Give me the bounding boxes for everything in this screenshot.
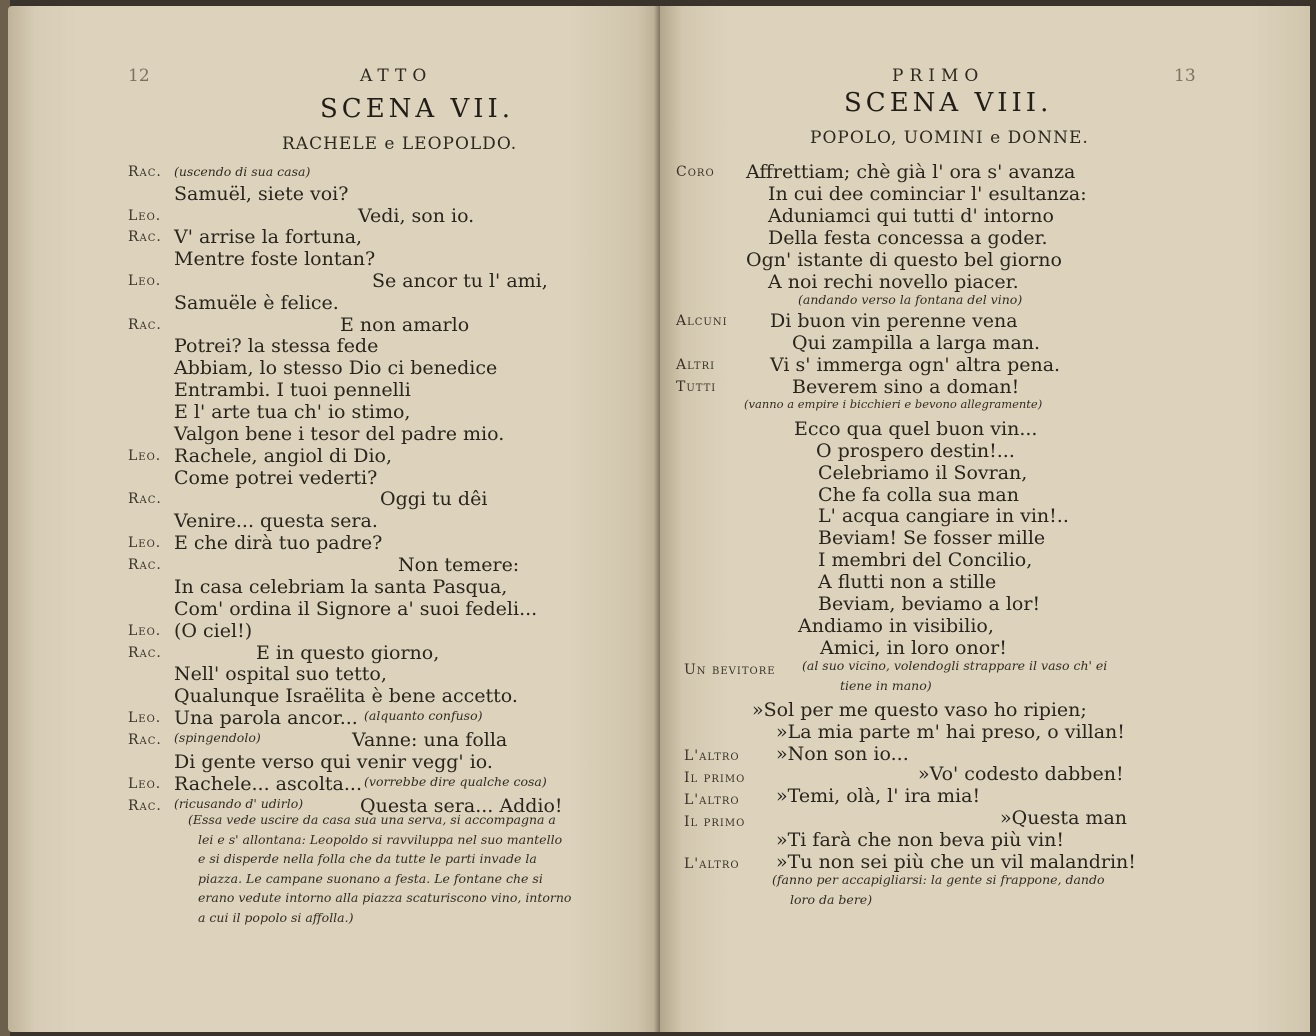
verse-line: Vanne: una folla bbox=[352, 729, 508, 751]
speaker: Rac. bbox=[128, 164, 162, 180]
speaker: Leo. bbox=[128, 273, 162, 289]
verse-line: Celebriamo il Sovran, bbox=[818, 462, 1028, 484]
verse-line: Beviam, beviamo a lor! bbox=[818, 593, 1041, 615]
verse-line: Una parola ancor... bbox=[174, 707, 358, 729]
speaker: Leo. bbox=[128, 208, 162, 224]
stage-direction: (ricusando d' udirlo) bbox=[174, 796, 304, 811]
verse-line: A flutti non a stille bbox=[818, 571, 997, 593]
verse-line: E che dirà tuo padre? bbox=[174, 532, 383, 554]
verse-line: »Temi, olà, l' ira mia! bbox=[776, 785, 981, 807]
verse-line: In casa celebriam la santa Pasqua, bbox=[174, 576, 508, 598]
speaker: Rac. bbox=[128, 557, 162, 573]
speaker: Rac. bbox=[128, 317, 162, 333]
speaker: L'altro bbox=[684, 748, 740, 764]
verse-line: Samuël, siete voi? bbox=[174, 183, 349, 205]
verse-line: Qui zampilla a larga man. bbox=[792, 332, 1041, 354]
verse-line: A noi rechi novello piacer. bbox=[768, 271, 1019, 293]
verse-line: E in questo giorno, bbox=[256, 642, 440, 664]
verse-line: Com' ordina il Signore a' suoi fedeli... bbox=[174, 598, 538, 620]
verse-line: Rachele... ascolta... bbox=[174, 773, 362, 795]
verse-line: In cui dee cominciar l' esultanza: bbox=[768, 183, 1087, 205]
verse-line: Vedi, son io. bbox=[358, 205, 475, 227]
left-scene-title: SCENA VII. bbox=[320, 94, 515, 124]
speaker: Altri bbox=[676, 357, 716, 373]
speaker: Rac. bbox=[128, 645, 162, 661]
verse-line: Amici, in loro onor! bbox=[820, 637, 1007, 659]
verse-line: Venire... questa sera. bbox=[174, 510, 378, 532]
stage-direction: (fanno per accapigliarsi: la gente si frappone, dando bbox=[772, 872, 1105, 887]
verse-line: I membri del Concilio, bbox=[818, 549, 1033, 571]
verse-line: Rachele, angiol di Dio, bbox=[174, 445, 393, 467]
speaker: Il primo bbox=[684, 770, 746, 786]
stage-direction: (spingendolo) bbox=[174, 730, 261, 745]
speaker: Tutti bbox=[676, 379, 717, 395]
speaker: Leo. bbox=[128, 623, 162, 639]
verse-line: Oggi tu dêi bbox=[380, 488, 488, 510]
verse-line: O prospero destin!... bbox=[816, 440, 1015, 462]
verse-line: Ecco qua quel buon vin... bbox=[794, 418, 1038, 440]
direction-line: a cui il popolo si affolla.) bbox=[198, 909, 354, 925]
verse-line: Abbiam, lo stesso Dio ci benedice bbox=[174, 357, 498, 379]
verse-line: Beviam! Se fosser mille bbox=[818, 527, 1046, 549]
verse-line: »Sol per me questo vaso ho ripien; bbox=[752, 699, 1087, 721]
right-characters: POPOLO, UOMINI e DONNE. bbox=[810, 128, 1089, 148]
speaker: L'altro bbox=[684, 792, 740, 808]
direction-line: (Essa vede uscire da casa sua una serva, si accompagna a bbox=[188, 812, 556, 827]
left-characters: RACHELE e LEOPOLDO. bbox=[282, 134, 518, 154]
verse-line: E non amarlo bbox=[340, 314, 470, 336]
stage-direction: (vanno a empire i bicchieri e bevono allegramente) bbox=[744, 397, 1043, 411]
right-page-number: 13 bbox=[1174, 66, 1196, 86]
verse-line: Che fa colla sua man bbox=[818, 484, 1019, 506]
speaker: Alcuni bbox=[676, 313, 728, 329]
verse-line: (O ciel!) bbox=[174, 620, 253, 642]
verse-line: Samuële è felice. bbox=[174, 292, 339, 314]
speaker: Coro bbox=[676, 164, 715, 180]
verse-line: V' arrise la fortuna, bbox=[174, 226, 363, 248]
stage-direction: (andando verso la fontana del vino) bbox=[798, 292, 1023, 307]
speaker: Il primo bbox=[684, 814, 746, 830]
speaker: L'altro bbox=[684, 856, 740, 872]
closing-stage-direction bbox=[188, 810, 571, 927]
verse-line: Mentre foste lontan? bbox=[174, 248, 376, 270]
speaker: Leo. bbox=[128, 776, 162, 792]
speaker: Leo. bbox=[128, 448, 162, 464]
verse-line: Di buon vin perenne vena bbox=[770, 310, 1018, 332]
verse-line: Vi s' immerga ogn' altra pena. bbox=[770, 354, 1061, 376]
verse-line: »Vo' codesto dabben! bbox=[918, 763, 1124, 785]
verse-line: Della festa concessa a goder. bbox=[768, 227, 1048, 249]
speaker: Leo. bbox=[128, 535, 162, 551]
verse-line: Aduniamci qui tutti d' intorno bbox=[768, 205, 1054, 227]
verse-line: Andiamo in visibilio, bbox=[798, 615, 994, 637]
verse-line: »Tu non sei più che un vil malandrin! bbox=[776, 851, 1136, 873]
stage-direction: loro da bere) bbox=[790, 892, 873, 907]
stage-direction: (al suo vicino, volendogli strappare il vaso ch' ei bbox=[802, 658, 1108, 673]
verse-line: Qualunque Israëlita è bene accetto. bbox=[174, 685, 518, 707]
left-page bbox=[8, 6, 660, 1032]
direction-line: lei e s' allontana: Leopoldo si ravviluppa nel suo mantello bbox=[198, 831, 563, 847]
speaker: Rac. bbox=[128, 732, 162, 748]
verse-line: E l' arte tua ch' io stimo, bbox=[174, 401, 411, 423]
verse-line: Come potrei vederti? bbox=[174, 467, 378, 489]
verse-line: Entrambi. I tuoi pennelli bbox=[174, 379, 411, 401]
left-page-number: 12 bbox=[128, 66, 150, 86]
speaker: Leo. bbox=[128, 710, 162, 726]
verse-line: Di gente verso qui venir vegg' io. bbox=[174, 751, 493, 773]
verse-line: Potrei? la stessa fede bbox=[174, 335, 379, 357]
stage-direction: (uscendo di sua casa) bbox=[174, 164, 311, 179]
right-scene-title: SCENA VIII. bbox=[844, 88, 1053, 118]
right-page bbox=[660, 6, 1310, 1032]
verse-line: Nell' ospital suo tetto, bbox=[174, 663, 387, 685]
verse-line: »La mia parte m' hai preso, o villan! bbox=[776, 721, 1125, 743]
stage-direction: (alquanto confuso) bbox=[364, 708, 483, 723]
verse-line: L' acqua cangiare in vin!.. bbox=[818, 505, 1069, 527]
verse-line: »Questa man bbox=[1000, 807, 1128, 829]
direction-line: erano vedute intorno alla piazza scaturiscono vino, intorno bbox=[198, 890, 572, 905]
verse-line: »Non son io... bbox=[776, 743, 909, 765]
verse-line: Non temere: bbox=[398, 554, 520, 576]
verse-line: Ogn' istante di questo bel giorno bbox=[746, 249, 1062, 271]
speaker: Rac. bbox=[128, 491, 162, 507]
direction-line: piazza. Le campane suonano a festa. Le fontane che si bbox=[198, 870, 543, 886]
right-running-head: PRIMO bbox=[892, 66, 985, 86]
verse-line: Valgon bene i tesor del padre mio. bbox=[174, 423, 505, 445]
verse-line: Questa sera... Addio! bbox=[360, 795, 563, 817]
left-running-head: ATTO bbox=[360, 66, 433, 86]
verse-line: Beverem sino a doman! bbox=[792, 376, 1020, 398]
speaker: Rac. bbox=[128, 798, 162, 814]
speaker: Rac. bbox=[128, 229, 162, 245]
direction-line: e si disperde nella folla che da tutte le parti invade la bbox=[198, 851, 537, 866]
stage-direction: tiene in mano) bbox=[840, 678, 932, 693]
stage-direction: (vorrebbe dire qualche cosa) bbox=[364, 774, 547, 789]
verse-line: Se ancor tu l' ami, bbox=[372, 270, 548, 292]
verse-line: Affrettiam; chè già l' ora s' avanza bbox=[746, 161, 1076, 183]
verse-line: »Ti farà che non beva più vin! bbox=[776, 829, 1065, 851]
speaker: Un bevitore bbox=[684, 662, 776, 678]
